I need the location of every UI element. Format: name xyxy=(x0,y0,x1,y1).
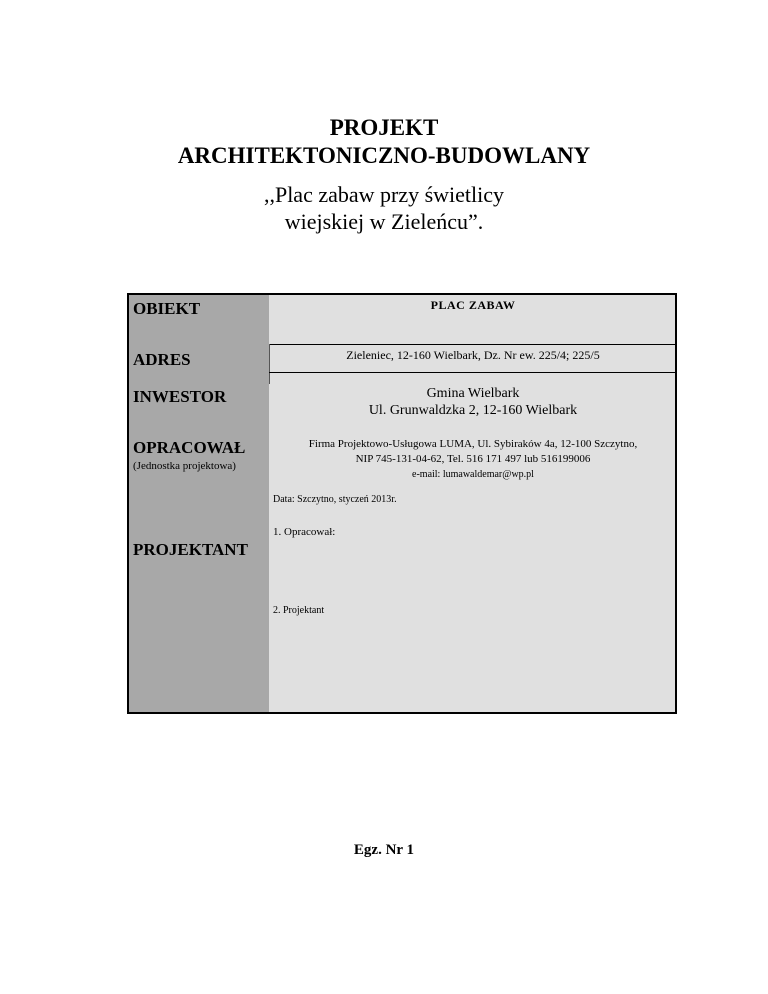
adres-row-rule-bottom xyxy=(269,372,677,373)
obiekt-label: OBIEKT xyxy=(133,299,201,318)
opracowal-company: Firma Projektowo-Usługowa LUMA, Ul. Sybiraków 4a, 12-100 Szczytno, xyxy=(308,438,638,450)
inwestor-address: Ul. Grunwaldzka 2, 12-160 Wielbark xyxy=(368,403,578,418)
obiekt-value: PLAC ZABAW xyxy=(430,298,516,312)
copy-number: Egz. Nr 1 xyxy=(353,842,415,858)
inwestor-label: INWESTOR xyxy=(133,387,227,406)
opracowal-nip-phone: NIP 745-131-04-62, Tel. 516 171 497 lub 516199006 xyxy=(355,453,591,465)
opracowal-sublabel: (Jednostka projektowa) xyxy=(133,460,236,472)
title-line-1: PROJEKT xyxy=(329,115,439,140)
inwestor-name: Gmina Wielbark xyxy=(426,386,520,401)
opracowal-label: OPRACOWAŁ xyxy=(133,438,246,457)
title-line-2: ARCHITEKTONICZNO-BUDOWLANY xyxy=(177,143,591,168)
date-line: Data: Szczytno, styczeń 2013r. xyxy=(273,494,397,505)
project-info-card xyxy=(127,293,677,714)
opracowal-email: e-mail: lumawaldemar@wp.pl xyxy=(412,469,534,480)
adres-value: Zieleniec, 12-160 Wielbark, Dz. Nr ew. 225/4; 225/5 xyxy=(346,348,600,362)
subtitle-line-2: wiejskiej w Zieleńcu”. xyxy=(284,209,484,234)
projektant-label: PROJEKTANT xyxy=(133,540,248,559)
item-opracowal: 1. Opracował: xyxy=(273,526,336,538)
item-projektant: 2. Projektant xyxy=(273,605,325,616)
subtitle-line-1: ,,Plac zabaw przy świetlicy xyxy=(263,182,505,207)
adres-label: ADRES xyxy=(133,350,191,369)
adres-row-rule-top xyxy=(269,344,677,345)
